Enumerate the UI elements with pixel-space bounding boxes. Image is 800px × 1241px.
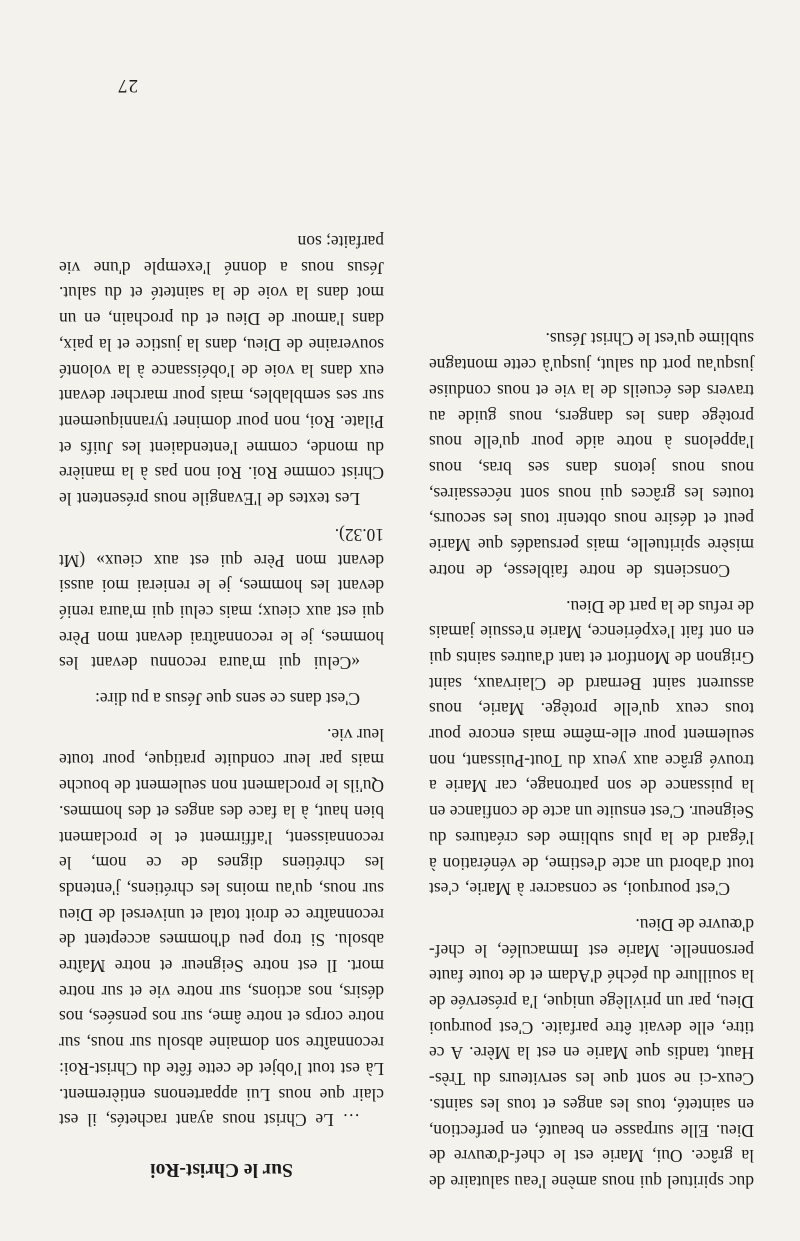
section-title: Sur le Christ-Roi [150,1159,293,1180]
page-number: 27 [117,75,138,96]
paragraph: duc spirituel qui nous amène l'eau salutaire de la grâce. Oui, Marie est le chef-d'œuvre de Dieu. Elle surpasse en beauté, en perfection, en sainteté, tous les anges et tous les saints. Ceux-ci ne sont que les serviteurs du Très-Haut, tandis que Marie en est la Mère. A ce titre, elle devait être parfaite. C'est pourquoi Dieu, par un privilège unique, l'a préservée de la souillure du péché d'Adam et de toute faute personnelle. Marie est Immaculée, le chef-d'œuvre de Dieu. [429,914,754,1192]
quotation: «Celui qui m'aura reconnu devant les hommes, je le reconnaîtrai devant mon Père qui est aux cieux; mais celui qui m'aura renié devant les hommes, je le renierai moi aussi devant mon Père qui est aux cieux» (Mt 10.32). [59,524,384,674]
left-column [429,326,754,1194]
paragraph: C'est pourquoi, se consacrer à Marie, c'est tout d'abord un acte d'estime, de vénération à l'égard de la plus sublime des créatures du Seigneur. C'est ensuite un acte de confiance en la puissance de son patronage, car Marie a trouvé grâce aux yeux du Tout-Puissant, non seulement pour elle-même mais encore pour tous ceux qu'elle protège. Marie, nous assurent saint Bernard de Clairvaux, saint Grignon de Montfort et tant d'autres saints qui en ont fait l'expérience, Marie n'essuie jamais de refus de la part de Dieu. [429,596,754,900]
paragraph: C'est dans ce sens que Jésus a pu dire: [95,689,360,710]
right-column [59,228,384,1194]
paragraph: Conscients de notre faiblesse, de notre misère spirituelle, mais persuadés que Marie peut et désire nous obtenir tous les secours, toutes les grâces qui nous sont nécessaires, nous nous jetons dans ses bras, nous l'appelons à notre aide pour qu'elle nous protège dans les dangers, nous guide au travers des écueils de la vie et nous conduise jusqu'au port du salut, jusqu'à cette montagne sublime qu'est le Christ Jésus. [429,329,754,581]
paragraph: Les textes de l'Evangile nous présentent le Christ comme Roi. Roi non pas à la manière du monde, comme l'entendaient les Juifs et Pilate. Roi, non pour dominer tyranniquement sur ses semblables, mais pour marcher devant eux dans la voie de l'obéissance à la volonté souveraine de Dieu, dans la justice et la paix, dans l'amour de Dieu et du prochain, en un mot dans la voie de la sainteté et du salut. Jésus nous a donné l'exemple d'une vie parfaite; son [59,232,384,510]
paragraph: … Le Christ nous ayant rachetés, il est clair que nous Lui appartenons entièrement. Là est tout l'objet de cette fête du Christ-Roi: reconnaître son domaine absolu sur nous, sur notre corps et notre âme, sur nos pensées, nos désirs, nos actions, sur notre vie et sur notre mort. Il est notre Seigneur et notre Maître absolu. Si trop peu d'hommes acceptent de reconnaître ce droit total et universel de Dieu sur nous, qu'au moins les chrétiens, j'entends les chrétiens dignes de ce nom, le reconnaissent, l'affirment et le proclament bien haut, à la face des anges et des hommes. Qu'ils le proclament non seulement de bouche mais par leur conduite pratique, pour toute leur vie. [59,724,384,1131]
